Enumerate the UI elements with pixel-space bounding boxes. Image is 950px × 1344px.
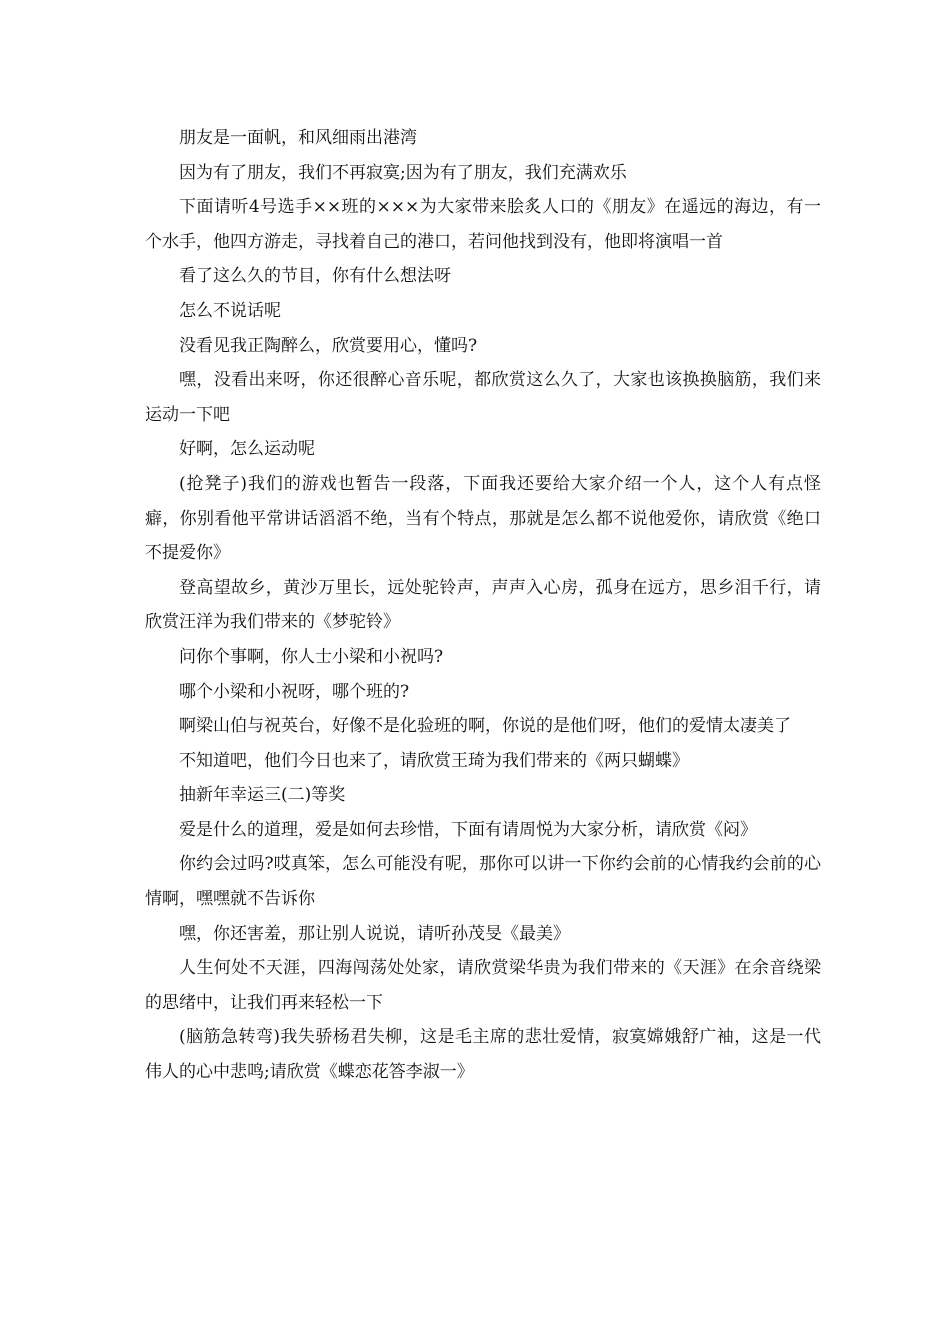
paragraph: 啊梁山伯与祝英台，好像不是化验班的啊，你说的是他们呀，他们的爱情太凄美了 [179,716,791,737]
paragraph: 登高望故乡，黄沙万里长，远处驼铃声，声声入心房，孤身在远方，思乡泪千行，请欣赏汪洋为我们带来的《梦驼铃》 [145,577,821,633]
document-body [145,121,821,1090]
paragraph: 好啊，怎么运动呢 [179,439,315,460]
paragraph: 因为有了朋友，我们不再寂寞;因为有了朋友，我们充满欢乐 [179,162,627,183]
paragraph: (抢凳子)我们的游戏也暂告一段落，下面我还要给大家介绍一个人，这个人有点怪癖，你别看他平常讲话滔滔不绝，当有个特点，那就是怎么都不说他爱你，请欣赏《绝口不提爱你》 [145,473,821,564]
paragraph: 抽新年幸运三(二)等奖 [179,785,346,806]
paragraph: (脑筋急转弯)我失骄杨君失柳，这是毛主席的悲壮爱情，寂寞嫦娥舒广袖，这是一代伟人的心中悲鸣;请欣赏《蝶恋花答李淑一》 [145,1027,821,1083]
paragraph: 看了这么久的节目，你有什么想法呀 [179,266,451,287]
paragraph: 哪个小梁和小祝呀，哪个班的? [179,681,410,702]
paragraph: 下面请听4号选手××班的×××为大家带来脍炙人口的《朋友》在遥远的海边，有一个水手，他四方游走，寻找着自己的港口，若问他找到没有，他即将演唱一首 [145,197,821,252]
paragraph: 你约会过吗?哎真笨，怎么可能没有呢，那你可以讲一下你约会前的心情我约会前的心情啊，嘿嘿就不告诉你 [145,854,821,910]
paragraph: 爱是什么的道理，爱是如何去珍惜，下面有请周悦为大家分析，请欣赏《闷》 [179,819,757,840]
paragraph: 不知道吧，他们今日也来了，请欣赏王琦为我们带来的《两只蝴蝶》 [179,750,689,771]
paragraph: 嘿，没看出来呀，你还很醉心音乐呢，都欣赏这么久了，大家也该换换脑筋，我们来运动一下吧 [145,370,821,425]
paragraph: 朋友是一面帆，和风细雨出港湾 [179,128,417,148]
paragraph: 嘿，你还害羞，那让别人说说，请听孙茂旻《最美》 [179,923,570,944]
paragraph: 没看见我正陶醉么，欣赏要用心，懂吗? [179,335,478,356]
paragraph: 问你个事啊，你人士小梁和小祝吗? [179,646,444,667]
paragraph: 人生何处不天涯，四海闯荡处处家，请欣赏梁华贵为我们带来的《天涯》在余音绕梁的思绪中，让我们再来轻松一下 [145,958,821,1013]
paragraph: 怎么不说话呢 [179,300,281,321]
